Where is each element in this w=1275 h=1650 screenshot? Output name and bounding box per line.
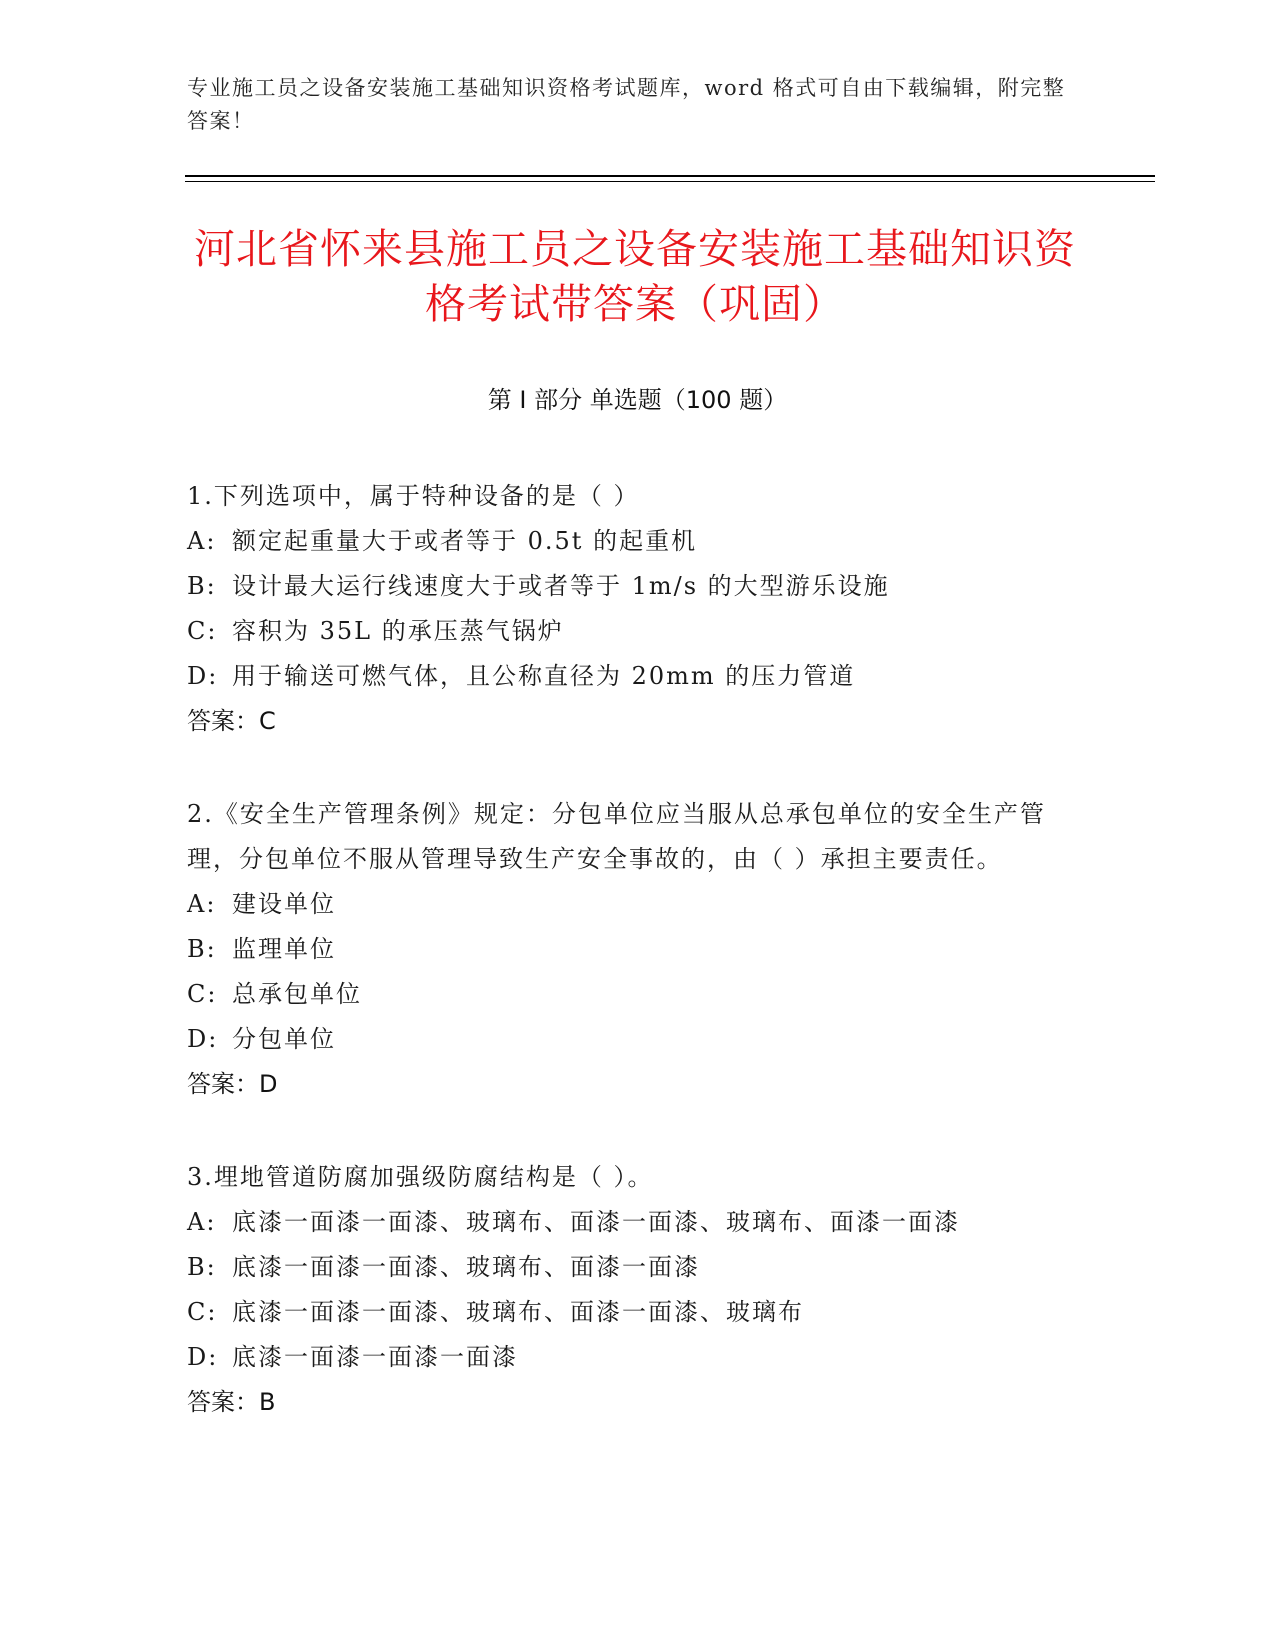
option-letter: D:: [187, 1025, 219, 1053]
question-text: 2.《安全生产管理条例》规定：分包单位应当服从总承包单位的安全生产管理，分包单位不服从管理导致生产安全事故的，由（ ）承担主要责任。: [187, 800, 1046, 873]
question-text: 3.埋地管道防腐加强级防腐结构是（ ）。: [187, 1163, 654, 1191]
option-text: 容积为 35L 的承压蒸气锅炉: [232, 617, 564, 645]
option-b: [187, 1245, 1087, 1290]
option-text: 底漆一面漆一面漆一面漆: [232, 1343, 518, 1371]
option-letter: D:: [187, 662, 219, 690]
option-c: [187, 1290, 1087, 1335]
option-letter: C:: [187, 980, 218, 1008]
header-rule-thin: [185, 181, 1155, 182]
option-letter: C:: [187, 1298, 218, 1326]
question-list: [187, 474, 1087, 1473]
option-text: 建设单位: [232, 890, 336, 918]
option-letter: A:: [187, 890, 217, 918]
question-3: [187, 1155, 1087, 1425]
header-rule-thick: [185, 175, 1155, 177]
option-a: [187, 1200, 1087, 1245]
option-c: [187, 972, 1087, 1017]
answer-line: 答案：D: [187, 1070, 278, 1098]
question-text: 1.下列选项中，属于特种设备的是（ ）: [187, 482, 640, 510]
answer-line: 答案：C: [187, 707, 276, 735]
option-text: 总承包单位: [232, 980, 362, 1008]
option-text: 设计最大运行线速度大于或者等于 1m/s 的大型游乐设施: [232, 572, 890, 600]
option-text: 底漆一面漆一面漆、玻璃布、面漆一面漆、玻璃布: [232, 1298, 804, 1326]
question-1: [187, 474, 1087, 744]
option-text: 分包单位: [232, 1025, 336, 1053]
option-letter: B:: [187, 1253, 217, 1281]
option-text: 底漆一面漆一面漆、玻璃布、面漆一面漆、玻璃布、面漆一面漆: [232, 1208, 960, 1236]
answer-line: 答案：B: [187, 1388, 276, 1416]
option-d: [187, 1335, 1087, 1380]
question-2: [187, 792, 1087, 1107]
option-b: [187, 927, 1087, 972]
option-d: [187, 1017, 1087, 1062]
option-text: 监理单位: [232, 935, 336, 963]
option-text: 额定起重量大于或者等于 0.5t 的起重机: [232, 527, 698, 555]
option-a: [187, 519, 1087, 564]
option-a: [187, 882, 1087, 927]
section-title: 第 I 部分 单选题（100 题）: [487, 386, 788, 414]
option-c: [187, 609, 1087, 654]
option-b: [187, 564, 1087, 609]
option-letter: A:: [187, 527, 217, 555]
option-letter: C:: [187, 617, 218, 645]
option-letter: B:: [187, 935, 217, 963]
option-letter: D:: [187, 1343, 219, 1371]
option-text: 用于输送可燃气体，且公称直径为 20mm 的压力管道: [232, 662, 856, 690]
option-text: 底漆一面漆一面漆、玻璃布、面漆一面漆: [232, 1253, 700, 1281]
option-letter: B:: [187, 572, 217, 600]
option-letter: A:: [187, 1208, 217, 1236]
document-title: 河北省怀来县施工员之设备安装施工基础知识资格考试带答案（巩固）: [194, 225, 1076, 328]
header-note: 专业施工员之设备安装施工基础知识资格考试题库，word 格式可自由下载编辑，附完整答案！: [187, 76, 1066, 133]
option-d: [187, 654, 1087, 699]
